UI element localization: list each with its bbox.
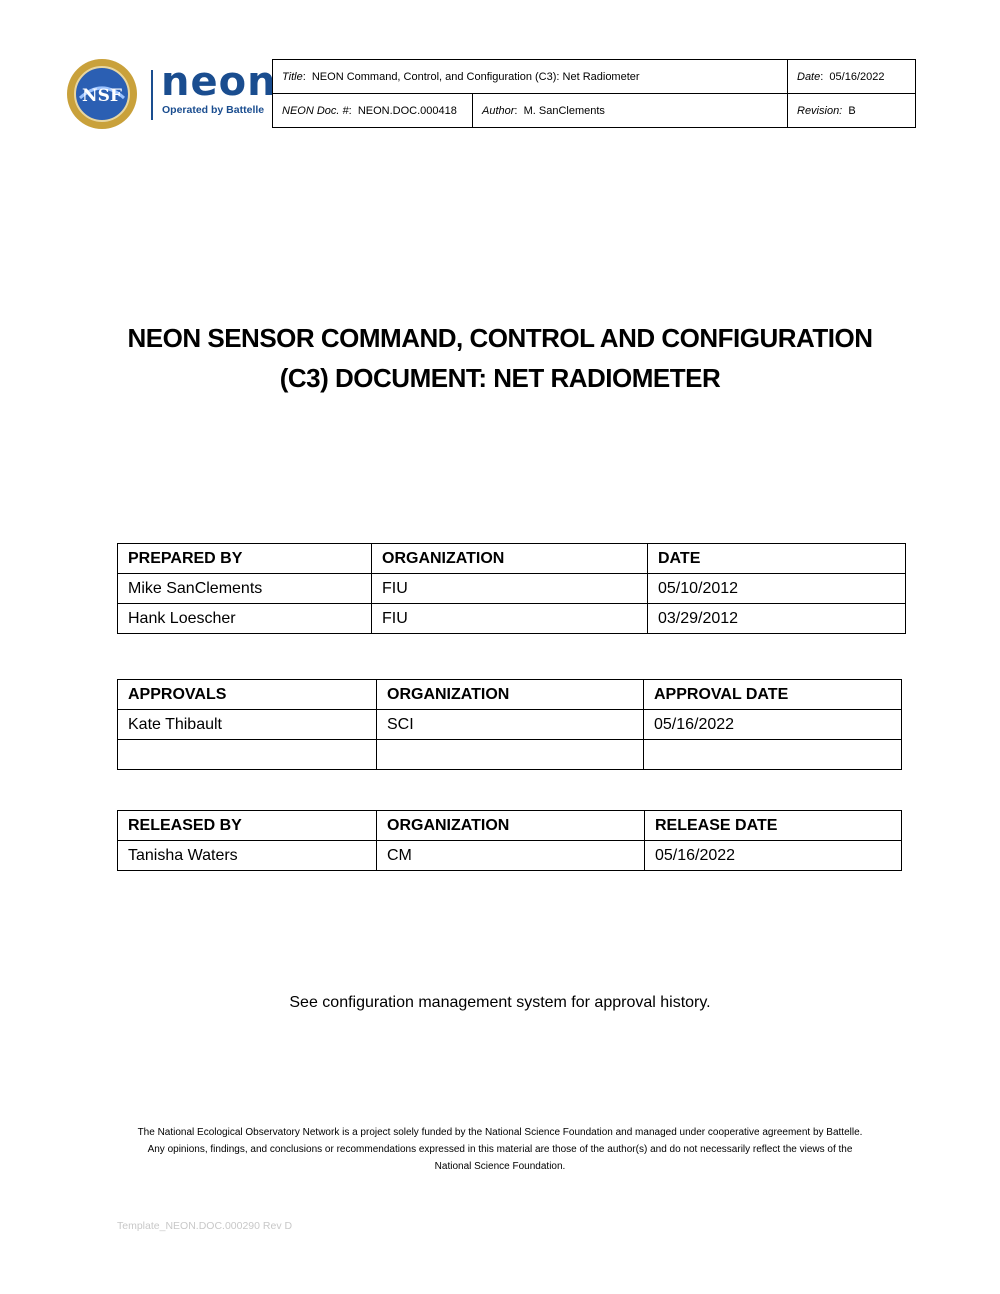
preparer-name: Mike SanClements bbox=[118, 574, 372, 604]
revision-label: Revision: bbox=[797, 104, 843, 117]
title-line-1: NEON SENSOR COMMAND, CONTROL AND CONFIGURATION bbox=[127, 323, 873, 353]
header-release-date: RELEASE DATE bbox=[645, 811, 902, 841]
preparer-name: Hank Loescher bbox=[118, 604, 372, 634]
approval-date: 05/16/2022 bbox=[644, 710, 902, 740]
approver-name: Kate Thibault bbox=[118, 710, 377, 740]
doc-number-cell: NEON Doc. #: NEON.DOC.000418 bbox=[273, 94, 473, 128]
nsf-seal-icon bbox=[66, 58, 138, 130]
config-management-note: See configuration management system for approval history. bbox=[289, 994, 711, 1011]
footer-line-1: The National Ecological Observatory Network is a project solely funded by the National Science Foundation and managed under cooperative agreement by Battelle. bbox=[137, 1127, 863, 1138]
author-cell: Author: M. SanClements bbox=[473, 94, 788, 128]
preparer-org: FIU bbox=[372, 604, 648, 634]
approver-org: SCI bbox=[377, 710, 644, 740]
logo-tagline: Operated by Battelle bbox=[162, 104, 265, 116]
date-cell: Date: 05/16/2022 bbox=[788, 60, 916, 94]
title-cell: Title: NEON Command, Control, and Configuration (C3): Net Radiometer bbox=[273, 60, 788, 94]
date-label: Date bbox=[797, 70, 821, 83]
document-header-table bbox=[272, 59, 916, 128]
funding-disclaimer bbox=[0, 1124, 1000, 1175]
table-row bbox=[118, 574, 906, 604]
author-label: Author bbox=[482, 104, 515, 117]
approver-name bbox=[118, 740, 377, 770]
preparer-date: 05/10/2012 bbox=[648, 574, 906, 604]
logo-divider bbox=[151, 70, 153, 120]
author-value: M. SanClements bbox=[523, 104, 605, 117]
template-reference: Template_NEON.DOC.000290 Rev D bbox=[117, 1220, 293, 1232]
neon-logo bbox=[66, 58, 277, 130]
footer-line-2: Any opinions, findings, and conclusions or recommendations expressed in this material are those of the author(s) and do not necessarily reflect the views of the bbox=[147, 1144, 853, 1155]
revision-cell bbox=[788, 94, 916, 128]
doc-label: NEON Doc. # bbox=[282, 104, 349, 117]
approval-date bbox=[644, 740, 902, 770]
preparer-date: 03/29/2012 bbox=[648, 604, 906, 634]
table-header-row bbox=[118, 811, 902, 841]
table-row bbox=[118, 740, 902, 770]
table-row bbox=[118, 710, 902, 740]
released-by-table bbox=[117, 810, 902, 871]
neon-wordmark: neon bbox=[161, 59, 277, 105]
header-organization: ORGANIZATION bbox=[377, 811, 645, 841]
approvals-table bbox=[117, 679, 902, 770]
header-approval-date: APPROVAL DATE bbox=[644, 680, 902, 710]
document-title bbox=[60, 318, 940, 398]
prepared-by-table bbox=[117, 543, 906, 634]
date-value: 05/16/2022 bbox=[829, 70, 885, 83]
table-row bbox=[118, 604, 906, 634]
header-organization: ORGANIZATION bbox=[372, 544, 648, 574]
release-date: 05/16/2022 bbox=[645, 841, 902, 871]
approver-org bbox=[377, 740, 644, 770]
table-row bbox=[118, 841, 902, 871]
footer-line-3: National Science Foundation. bbox=[434, 1161, 566, 1172]
header-date: DATE bbox=[648, 544, 906, 574]
table-header-row bbox=[118, 680, 902, 710]
table-header-row bbox=[118, 544, 906, 574]
seal-text: NSF bbox=[82, 86, 122, 106]
title-value: NEON Command, Control, and Configuration (C3): Net Radiometer bbox=[311, 70, 640, 83]
preparer-org: FIU bbox=[372, 574, 648, 604]
releaser-org: CM bbox=[377, 841, 645, 871]
header-prepared-by: PREPARED BY bbox=[118, 544, 372, 574]
revision-value: B bbox=[848, 104, 856, 117]
releaser-name: Tanisha Waters bbox=[118, 841, 377, 871]
title-line-2: (C3) DOCUMENT: NET RADIOMETER bbox=[279, 363, 721, 393]
header-released-by: RELEASED BY bbox=[118, 811, 377, 841]
title-label: Title bbox=[282, 70, 303, 83]
header-approvals: APPROVALS bbox=[118, 680, 377, 710]
doc-value: NEON.DOC.000418 bbox=[357, 104, 457, 117]
header-organization: ORGANIZATION bbox=[377, 680, 644, 710]
